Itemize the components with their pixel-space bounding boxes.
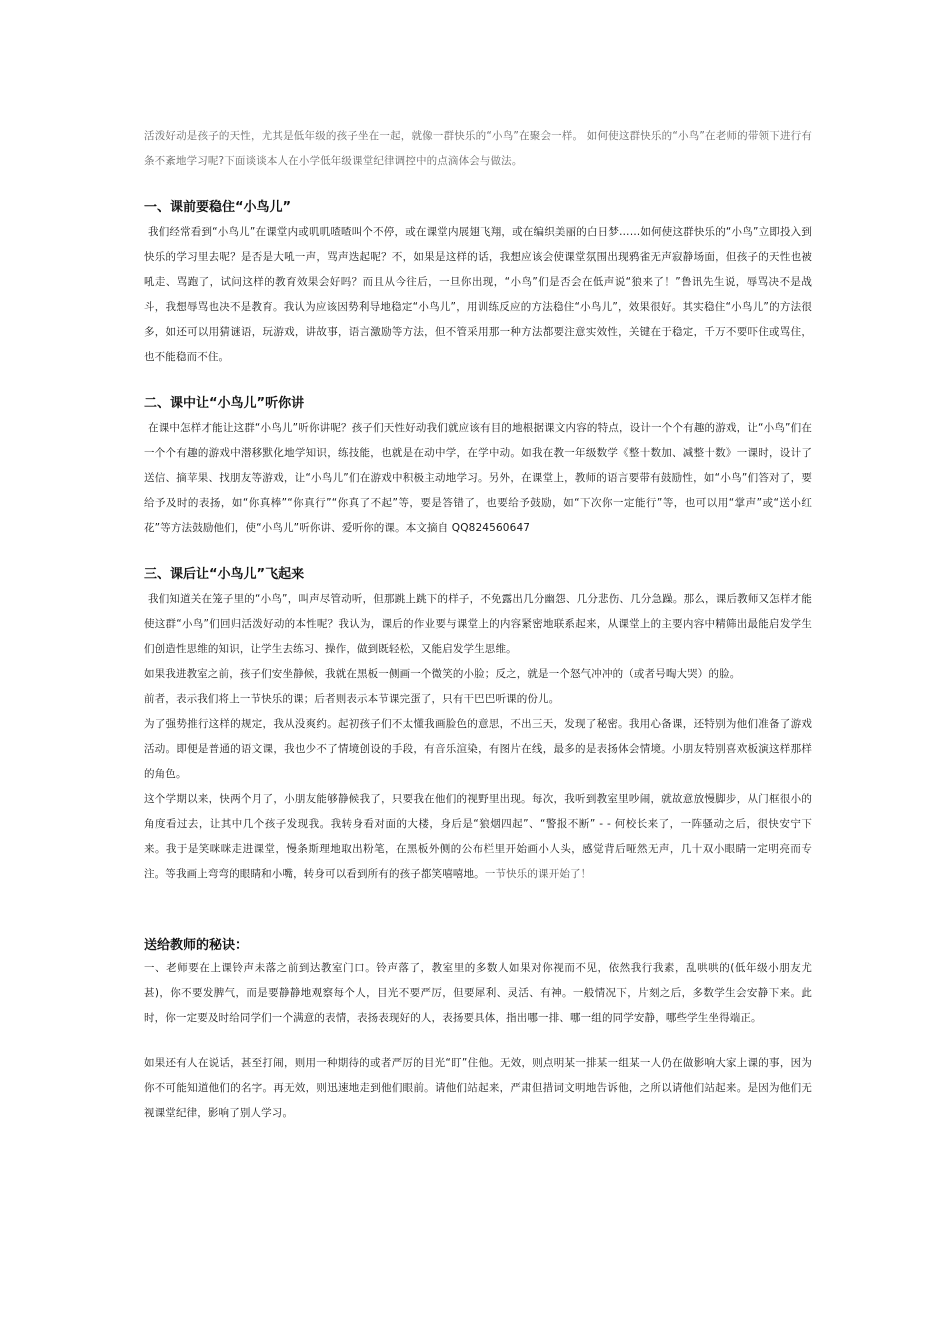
section-2-paragraph: 在课中怎样才能让这群“小鸟儿”听你讲呢？孩子们天性好动我们就应该有目的地根据课文内容的特点，设计一个个有趣的游戏，让“小鸟”们在一个个有趣的游戏中潜移默化地学知识，练技能，也就是在动中学，在学中动。如我在教一年级数学《整十数加、减整十数》一课时，设计了送信、摘苹果、找朋友等游戏，让“小鸟儿”们在游戏中积极主动地学习。另外，在课堂上，教师的语言要带有鼓励性，如“小鸟”们答对了，要给予及时的表扬，如“你真棒”“你真行”“你真了不起”等，要是答错了，也要给予鼓励，如“下次你一定能行”等，也可以用“掌声”或“送小红花”等方法鼓励他们，使“小鸟儿”听你讲、爱听你的课。本文摘自 QQ824560647 [144, 422, 812, 534]
section-3-heading: 三、课后让“小鸟儿”飞起来 [144, 567, 305, 582]
section-1-paragraph: 我们经常看到“小鸟儿”在课堂内或叽叽喳喳叫个不停，或在课堂内展翅飞翔，或在编织美丽的白日梦……如何使这群快乐的“小鸟”立即投入到快乐的学习里去呢？是否是大吼一声，骂声迭起呢？不，如果是这样的话，我想应该会使课堂氛围出现鸦雀无声寂静场面，但孩子的天性也被吼走、骂跑了，试问这样的教育效果会好吗？而且从今往后，一旦你出现，“小鸟”们是否会在低声说“狼来了！”鲁讯先生说，辱骂决不是战斗，我想辱骂也决不是教育。我认为应该因势利导地稳定“小鸟儿”，用训练反应的方法稳住“小鸟儿”，效果很好。其实稳住“小鸟儿”的方法很多，如还可以用猜谜语，玩游戏，讲故事，语言激励等方法，但不管采用那一种方法都要注意实效性，关键在于稳定，千万不要吓住或骂住，也不能稳而不住。 [144, 226, 812, 363]
section-3-paragraph-1: 我们知道关在笼子里的“小鸟”，叫声尽管动听，但那跳上跳下的样子，不免露出几分幽怨、几分悲伤、几分急躁。那么，课后教师又怎样才能使这群“小鸟”们回归活泼好动的本性呢？我认为，课后的作业要与课堂上的内容紧密地联系起来，从课堂上的主要内容中精筛出最能启发学生们创造性思维的知识，让学生去练习、操作，做到既轻松，又能启发学生思维。 [144, 593, 812, 655]
teacher-tips-paragraph-1: 一、老师要在上课铃声未落之前到达教室门口。铃声落了，教室里的多数人如果对你视而不见，依然我行我素，乱哄哄的(低年级小朋友尤甚)，你不要发脾气，而是要静静地观察每个人，目光不要严厉，但要犀利、灵活、有神。一般情况下，片刻之后，多数学生会安静下来。此时，你一定要及时给同学们一个满意的表情，表扬表现好的人，表扬要具体，指出哪一排、哪一组的同学安静，哪些学生坐得端正。 [144, 962, 812, 1024]
section-3-paragraph-2: 如果我进教室之前，孩子们安坐静候，我就在黑板一侧画一个微笑的小脸；反之，就是一个怒气冲冲的（或者号啕大哭）的脸。 [144, 668, 741, 680]
section-3-paragraph-5 [144, 787, 812, 887]
section-2-heading: 二、课中让“小鸟儿”听你讲 [144, 396, 305, 411]
intro-paragraph: 活泼好动是孩子的天性，尤其是低年级的孩子坐在一起，就像一群快乐的“小鸟”在聚会一样。 如何使这群快乐的“小鸟”在老师的带领下进行有条不紊地学习呢?下面谈谈本人在小学低年级课堂纪律调控中的点滴体会与做法。 [144, 130, 812, 167]
document-page [144, 124, 812, 1126]
teacher-tips-paragraph-2: 如果还有人在说话，甚至打闹，则用一种期待的或者严厉的目光“盯”住他。无效，则点明某一排某一组某一人仍在做影响大家上课的事，因为你不可能知道他们的名字。再无效，则迅速地走到他们眼前。请他们站起来，严肃但措词文明地告诉他，之所以请他们站起来。是因为他们无视课堂纪律，影响了别人学习。 [144, 1057, 812, 1119]
teacher-tips-heading: 送给教师的秘诀： [144, 938, 249, 953]
section-1-heading: 一、课前要稳住“小鸟儿” [144, 200, 292, 215]
section-3-paragraph-5-text: 这个学期以来，快两个月了，小朋友能够静候我了，只要我在他们的视野里出现。每次，我听到教室里吵闹，就故意放慢脚步，从门框很小的角度看过去，让其中几个孩子发现我。我转身看对面的大楼，身后是“狼烟四起”、“警报不断” - - 何校长来了，一阵骚动之后，很快安宁下来。我于是笑咪咪走进课堂，慢条斯理地取出粉笔，在黑板外侧的公布栏里开始画小人头，感觉背后哑然无声，几十双小眼睛一定明亮而专注。等我画上弯弯的眼睛和小嘴，转身可以看到所有的孩子都笑嘻嘻地。 [144, 793, 812, 880]
section-3-paragraph-4: 为了强势推行这样的规定，我从没爽约。起初孩子们不太懂我画脸色的意思，不出三天，发现了秘密。我用心备课，还特别为他们准备了游戏活动。即便是普通的语文课，我也少不了情境创设的手段，有音乐渲染，有图片在线，最多的是表扬体会情境。小朋友特别喜欢板演这样那样的角色。 [144, 718, 812, 780]
section-3-paragraph-3: 前者，表示我们将上一节快乐的课；后者则表示本节课完蛋了，只有干巴巴听课的份儿。 [144, 693, 560, 705]
paragraph-spacer [144, 1031, 812, 1051]
section-3-closing-line: 一节快乐的课开始了！ [484, 868, 592, 880]
